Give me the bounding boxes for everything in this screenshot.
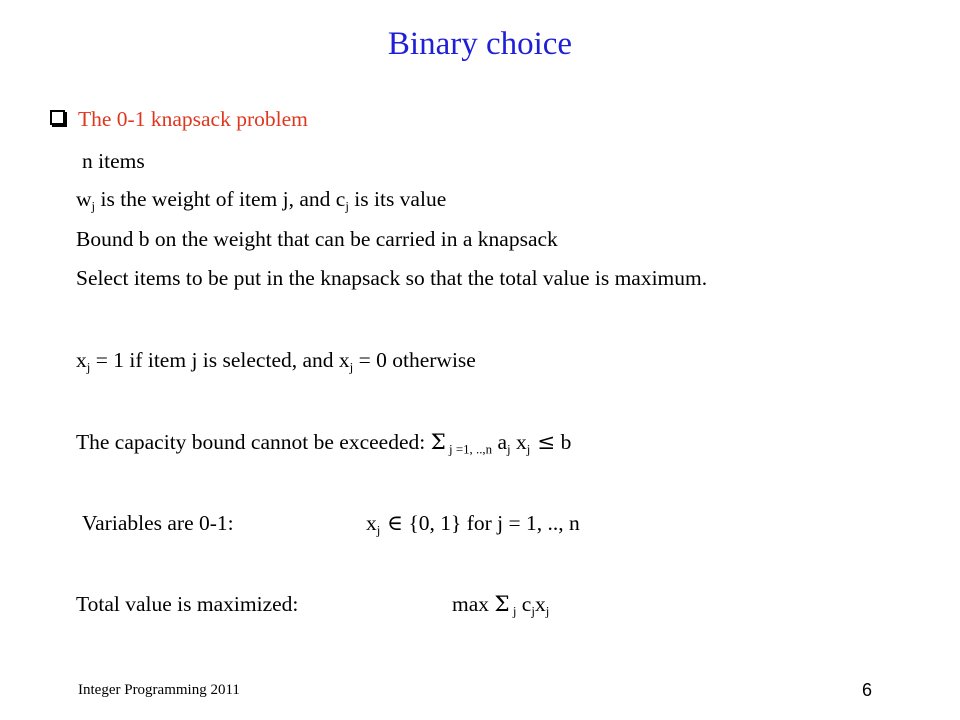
- bullet-heading: The 0-1 knapsack problem: [78, 107, 308, 131]
- page-number: 6: [862, 680, 873, 700]
- objective-x-sub: j: [545, 604, 550, 619]
- variables-set: {0, 1} for j = 1, .., n: [403, 511, 580, 535]
- capacity-a: a: [492, 430, 508, 454]
- weight-end: is its value: [348, 187, 447, 211]
- footer-course: Integer Programming 2011: [78, 682, 240, 698]
- objective-sigma-symbol: Σ: [494, 592, 510, 617]
- text-bound: Bound b on the weight that can be carried in a knapsack: [76, 227, 558, 251]
- text-definition: [76, 348, 476, 375]
- leq-symbol: ≤: [530, 430, 556, 455]
- objective-formula: [452, 592, 550, 619]
- capacity-label: The capacity bound cannot be exceeded:: [76, 430, 431, 454]
- variables-x: x: [366, 511, 377, 535]
- capacity-a-sub: j: [507, 442, 511, 457]
- weight-mid: is the weight of item j, and c: [95, 187, 346, 211]
- def-x1: x: [76, 348, 87, 372]
- variables-x-sub: j: [376, 523, 381, 538]
- def-end: = 0 otherwise: [353, 348, 476, 372]
- capacity-x: x: [510, 430, 527, 454]
- text-select: Select items to be put in the knapsack so that the total value is maximum.: [76, 266, 708, 290]
- def-sub2: j: [349, 360, 354, 375]
- checkbox-bullet-icon: [50, 110, 65, 125]
- text-n-items: n items: [82, 149, 145, 173]
- objective-max: max: [452, 592, 495, 616]
- text-weight-value: [76, 187, 447, 214]
- slide-title: Binary choice: [387, 26, 573, 62]
- text-capacity: [76, 430, 572, 457]
- objective-label: Total value is maximized:: [76, 592, 299, 616]
- def-sub1: j: [86, 360, 91, 375]
- objective-sub-j: j: [509, 604, 517, 619]
- value-sub-j: j: [345, 199, 349, 214]
- capacity-range: j =1, ..,n: [445, 442, 493, 457]
- objective-x: x: [534, 592, 546, 616]
- weight-sub-j: j: [91, 199, 96, 214]
- objective-c-sub: j: [531, 604, 535, 619]
- variables-label: Variables are 0-1:: [82, 511, 234, 535]
- variables-formula: [366, 511, 580, 538]
- capacity-b: b: [555, 430, 572, 454]
- weight-w: w: [76, 187, 92, 211]
- objective-c: c: [516, 592, 532, 616]
- def-mid: = 1 if item j is selected, and x: [90, 348, 350, 372]
- element-of-symbol: ∈: [380, 511, 404, 536]
- sigma-symbol: Σ: [430, 430, 446, 455]
- capacity-x-sub: j: [526, 442, 531, 457]
